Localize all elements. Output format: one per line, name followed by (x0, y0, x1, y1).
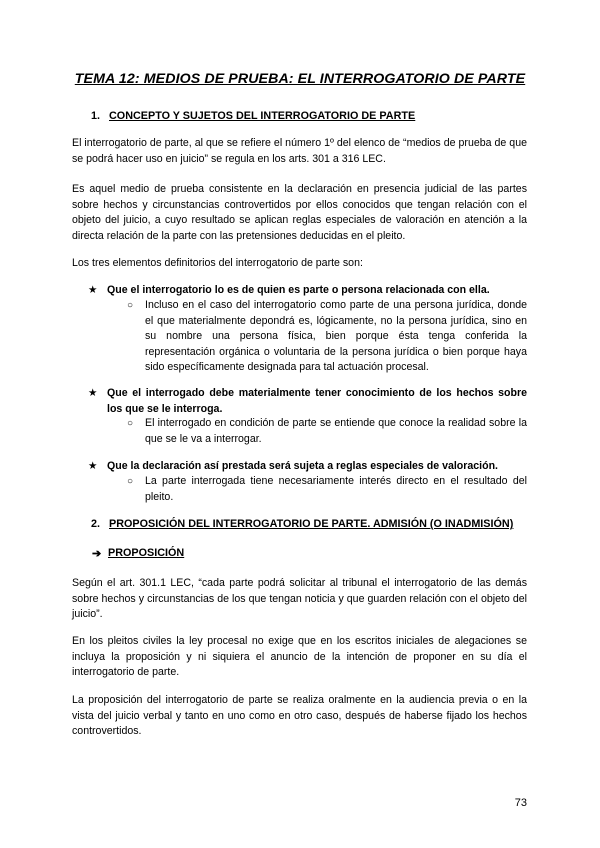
bullet-3-detail: La parte interrogada tiene necesariamente interés directo en el resultado del pleito. (145, 475, 527, 503)
section-2-title: PROPOSICIÓN DEL INTERROGATORIO DE PARTE. ADMISIÓN (O INADMISIÓN) (109, 518, 514, 530)
subsection-heading: PROPOSICIÓN (108, 547, 185, 559)
bullet-2-detail: El interrogado en condición de parte se entiende que conoce la realidad sobre la que se le va a interrogar. (145, 417, 527, 445)
bullet-3-lead: Que la declaración así prestada será sujeta a reglas especiales de valoración. (107, 460, 498, 472)
section-1-title: CONCEPTO Y SUJETOS DEL INTERROGATORIO DE PARTE (109, 110, 416, 122)
paragraph-5: En los pleitos civiles la ley procesal no exige que en los escritos iniciales de alegaciones se incluya la proposición y ni siquiera el anuncio de la intención de proponer en su día el interrogatorio de parte. (72, 635, 527, 679)
circle-bullet-icon: ○ (127, 418, 134, 429)
paragraph-1: El interrogatorio de parte, al que se refiere el número 1º del elenco de “medios de prueba de que se podrá hacer uso en juicio” se regula en los arts. 301 a 316 LEC. (72, 137, 527, 165)
section-2-number: 2. (91, 518, 101, 530)
paragraph-6: La proposición del interrogatorio de parte se realiza oralmente en la audiencia previa o en la vista del juicio verbal y tanto en uno como en otro caso, después de haberse fijado los hechos controvertidos. (72, 694, 527, 738)
page-title: TEMA 12: MEDIOS DE PRUEBA: EL INTERROGATORIO DE PARTE (74, 71, 526, 87)
page-number: 73 (514, 797, 527, 809)
paragraph-4: Según el art. 301.1 LEC, “cada parte podrá solicitar al tribunal el interrogatorio de las demás sobre hechos y circunstancias de los que tengan noticia y que guarden relación con el objeto del juicio”. (72, 577, 527, 621)
circle-bullet-icon: ○ (127, 300, 134, 311)
section-1-number: 1. (91, 110, 101, 122)
star-icon: ★ (88, 387, 98, 399)
bullet-1-lead: Que el interrogatorio lo es de quien es parte o persona relacionada con ella. (107, 284, 490, 296)
paragraph-3: Los tres elementos definitorios del interrogatorio de parte son: (72, 257, 363, 269)
paragraph-2: Es aquel medio de prueba consistente en la declaración en presencia judicial de las partes sobre hechos y circunstancias controvertidos por ellos conocidos que tengan relación con el objeto del juicio, a cuyo resultado se aplican reglas especiales de valoración en atención a la directa relación de la parte con las pretensiones deducidas en el pleito. (72, 183, 527, 242)
arrow-right-icon: ➔ (92, 548, 102, 560)
section-2-heading (91, 518, 513, 530)
section-1-heading (91, 110, 415, 122)
bullet-2-lead: Que el interrogado debe materialmente tener conocimiento de los hechos sobre los que se le interroga. (107, 387, 527, 415)
circle-bullet-icon: ○ (127, 476, 134, 487)
star-icon: ★ (88, 284, 98, 296)
bullet-1-detail: Incluso en el caso del interrogatorio como parte de una persona jurídica, donde el que materialmente depondrá es, lógicamente, no la persona jurídica, sino en su nombre una persona física, bien porque ésta tenga conferida la representación orgánica o voluntaria de la persona jurídica o bien porque haya sido específicamente designada para tal actuación procesal. (145, 299, 527, 374)
star-icon: ★ (88, 460, 98, 472)
